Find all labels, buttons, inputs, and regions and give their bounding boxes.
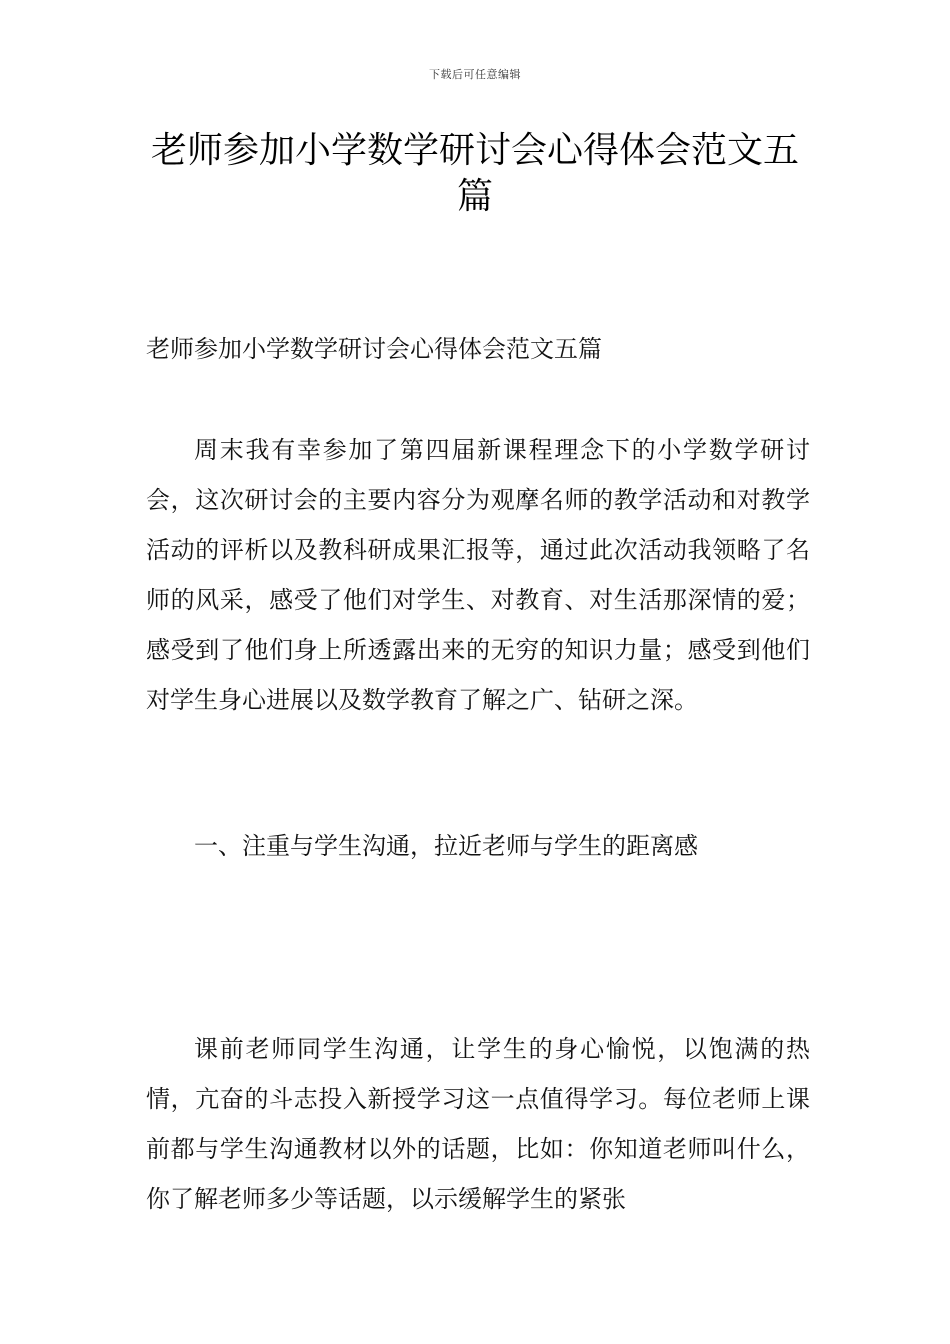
header-note: 下载后可任意编辑: [429, 68, 521, 81]
section-heading: 一、注重与学生沟通，拉近老师与学生的距离感: [194, 832, 698, 860]
document-title: 老师参加小学数学研讨会心得体会范文五篇: [150, 130, 799, 217]
paragraph-intro: 周末我有幸参加了第四届新课程理念下的小学数学研讨会，这次研讨会的主要内容分为观摩名师的教学活动和对教学活动的评析以及教科研成果汇报等，通过此次活动我领略了名师的风采，感受了他们对学生、对教育、对生活那深情的爱；感受到了他们身上所透露出来的无穷的知识力量；感受到他们对学生身心进展以及数学教育了解之广、钻研之深。: [146, 436, 810, 714]
document-subtitle: 老师参加小学数学研讨会心得体会范文五篇: [146, 335, 602, 363]
paragraph-communication: 课前老师同学生沟通，让学生的身心愉悦，以饱满的热情，亢奋的斗志投入新授学习这一点值得学习。每位老师上课前都与学生沟通教材以外的话题，比如：你知道老师叫什么，你了解老师多少等话题，以示缓解学生的紧张: [146, 1035, 810, 1213]
